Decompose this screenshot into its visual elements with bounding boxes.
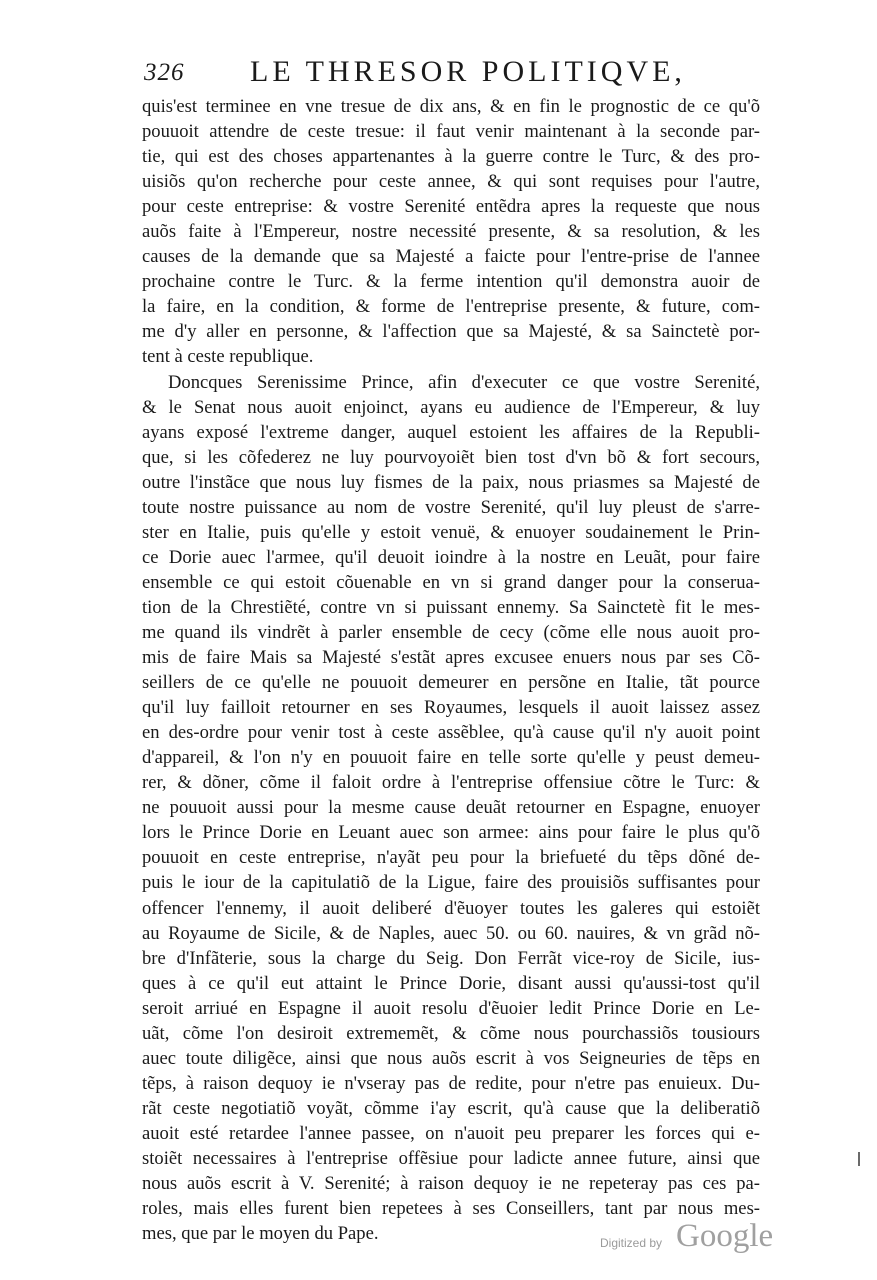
text-line: pour ceste entreprise: & vostre Serenité entẽdra apres la requeste que nous <box>142 196 760 218</box>
text-line: ayans exposé l'extreme danger, auquel estoient les affaires de la Republi- <box>142 421 760 443</box>
text-line: toute nostre puissance au nom de vostre Serenité, qu'il luy pleust de s'arre- <box>142 496 760 518</box>
text-line: tent à ceste republique. <box>142 346 314 368</box>
text-line: mes, que par le moyen du Pape. <box>142 1223 379 1245</box>
body-text <box>142 94 760 1246</box>
text-line: uãt, cõme l'on desiroit extrememẽt, & cõme nous pourchassiõs tousiours <box>142 1022 760 1044</box>
text-line: seroit arriué en Espagne il auoit resolu d'ẽuoier ledit Prince Dorie en Le- <box>142 997 760 1019</box>
running-title: LE THRESOR POLITIQVE, <box>250 55 686 88</box>
text-line: tion de la Chrestiẽté, contre vn si puissant ennemy. Sa Sainctetè fit le mes- <box>142 596 760 618</box>
text-line: offencer l'ennemy, il auoit deliberé d'ẽuoyer toutes les galeres qui estoiẽt <box>142 897 760 919</box>
text-line: me d'y aller en personne, & l'affection que sa Majesté, & sa Sainctetè por- <box>142 321 760 343</box>
text-line: uisiõs qu'on recherche pour ceste annee, & qui sont requises pour l'autre, <box>142 171 760 193</box>
text-line: pouuoit en ceste entreprise, n'ayãt peu pour la briefueté du tẽps dõné de- <box>142 847 760 869</box>
paragraph-1 <box>142 94 760 370</box>
text-line: qu'il luy failloit retourner en ses Royaumes, lesquels il auoit laissez assez <box>142 697 760 719</box>
text-line: stoiẽt necessaires à l'entreprise offẽsiue pour ladicte annee future, ainsi que <box>142 1147 760 1169</box>
text-line: ensemble ce qui estoit cõuenable en vn si grand danger pour la conserua- <box>142 571 760 593</box>
text-line: ster en Italie, puis qu'elle y estoit venuë, & enuoyer soudainement le Prin- <box>142 521 760 543</box>
text-line: outre l'instãce que nous luy fismes de la paix, nous priasmes sa Majesté de <box>142 471 760 493</box>
text-line: causes de la demande que sa Majesté a faicte pour l'entre-prise de l'annee <box>142 246 760 268</box>
page-header <box>144 55 704 95</box>
text-line: prochaine contre le Turc. & la ferme intention qu'il demonstra auoir de <box>142 271 760 293</box>
text-line: seillers de ce qu'elle ne pouuoit demeurer en persõne en Italie, tãt pource <box>142 672 760 694</box>
text-line: tie, qui est des choses appartenantes à la guerre contre le Turc, & des pro- <box>142 146 760 168</box>
margin-mark <box>858 1152 860 1166</box>
text-line: roles, mais elles furent bien repetees à ses Conseillers, tant par nous mes- <box>142 1198 760 1220</box>
text-line: lors le Prince Dorie en Leuant auec son armee: ains pour faire le plus qu'õ <box>142 822 760 844</box>
text-line: Doncques Serenissime Prince, afin d'executer ce que vostre Serenité, <box>168 371 760 393</box>
text-line: tẽps, à raison dequoy ie n'vseray pas de redite, pour n'etre pas enuieux. Du- <box>142 1072 760 1094</box>
text-line: que, si les cõfederez ne luy pourvoyoiẽt bien tost d'vn bõ & fort secours, <box>142 446 760 468</box>
text-line: & le Senat nous auoit enjoinct, ayans eu audience de l'Empereur, & luy <box>142 396 760 418</box>
digitized-by-label: Digitized by <box>600 1236 663 1250</box>
text-line: ce Dorie auec l'armee, qu'il deuoit ioindre à la nostre en Leuãt, pour faire <box>142 546 760 568</box>
paragraph-2 <box>142 370 760 1247</box>
text-line: auec toute diligẽce, ainsi que nous auõs escrit à vos Seigneuries de tẽps en <box>142 1047 760 1069</box>
text-line: au Royaume de Sicile, & de Naples, auec 50. ou 60. nauires, & vn grãd nõ- <box>142 922 760 944</box>
text-line: auõs faite à l'Empereur, nostre necessité presente, & sa resolution, & les <box>142 221 760 243</box>
text-line: quis'est terminee en vne tresue de dix ans, & en fin le prognostic de ce qu'õ <box>142 96 760 117</box>
text-line: mis de faire Mais sa Majesté s'estãt apres excusee enuers nous par ses Cõ- <box>142 647 760 669</box>
text-line: bre d'Infãterie, sous la charge du Seig. Don Ferrãt vice-roy de Sicile, ius- <box>142 947 760 969</box>
google-logo: Google <box>676 1218 774 1254</box>
text-line: la faire, en la condition, & forme de l'entreprise presente, & future, com- <box>142 296 760 318</box>
text-line: ne pouuoit aussi pour la mesme cause deuãt retourner en Espagne, enuoyer <box>142 797 760 819</box>
text-line: nous auõs escrit à V. Serenité; à raison dequoy ie ne repeteray pas ces pa- <box>142 1173 760 1195</box>
text-line: rãt ceste negotiatiõ voyãt, cõmme i'ay escrit, qu'à cause que la deliberatiõ <box>142 1097 760 1119</box>
text-line: d'appareil, & l'on n'y en pouuoit faire en telle sorte qu'elle y peust demeu- <box>142 747 760 769</box>
text-line: auoit esté retardee l'annee passee, on n'auoit peu preparer les forces qui e- <box>142 1122 760 1144</box>
text-line: pouuoit attendre de ceste tresue: il faut venir maintenant à la seconde par- <box>142 121 760 143</box>
text-line: me quand ils vindrẽt à parler ensemble de cecy (cõme elle nous auoit pro- <box>142 621 760 643</box>
digitization-footer <box>600 1218 800 1258</box>
text-line: rer, & dõner, cõme il faloit ordre à l'entreprise offensiue cõtre le Turc: & <box>142 772 760 794</box>
text-line: ques à ce qu'il eut attaint le Prince Dorie, disant aussi qu'aussi-tost qu'il <box>142 972 760 994</box>
text-line: en des-ordre pour venir tost à ceste assẽblee, qu'à cause qu'il n'y auoit point <box>142 722 760 744</box>
page-number: 326 <box>144 59 185 86</box>
text-line: puis le iour de la capitulatiõ de la Ligue, faire des prouisiõs suffisantes pour <box>142 872 760 894</box>
